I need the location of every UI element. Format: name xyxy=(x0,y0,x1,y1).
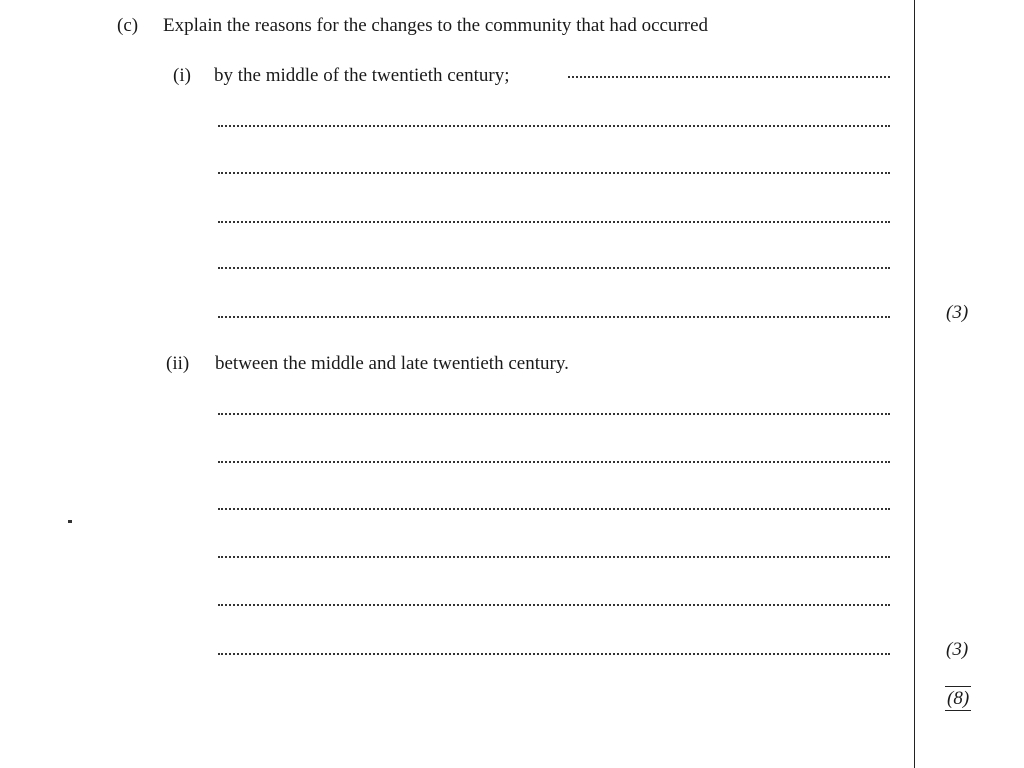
subpart-text-ii: between the middle and late twentieth century. xyxy=(215,353,569,374)
answer-line-i-4[interactable] xyxy=(218,221,890,223)
answer-line-ii-5[interactable] xyxy=(218,604,890,606)
subpart-label-i: (i) xyxy=(173,65,191,86)
mark-subpart-i: (3) xyxy=(946,302,969,323)
subpart-label-ii: (ii) xyxy=(166,353,190,374)
subpart-text-i: by the middle of the twentieth century; xyxy=(214,65,510,86)
answer-line-i-6[interactable] xyxy=(218,316,890,318)
answer-line-ii-4[interactable] xyxy=(218,556,890,558)
answer-line-ii-3[interactable] xyxy=(218,508,890,510)
answer-line-ii-1[interactable] xyxy=(218,413,890,415)
total-mark: (8) xyxy=(947,688,970,709)
mark-subpart-ii: (3) xyxy=(946,639,969,660)
answer-line-i-5[interactable] xyxy=(218,267,890,269)
question-stem: Explain the reasons for the changes to the community that had occurred xyxy=(163,15,709,36)
answer-line-i-1[interactable] xyxy=(568,76,890,78)
answer-line-ii-6[interactable] xyxy=(218,653,890,655)
answer-line-ii-2[interactable] xyxy=(218,461,890,463)
scan-speck xyxy=(68,520,72,523)
answer-line-i-3[interactable] xyxy=(218,172,890,174)
part-label-c: (c) xyxy=(117,15,139,36)
answer-line-i-2[interactable] xyxy=(218,125,890,127)
margin-rule xyxy=(914,0,915,768)
